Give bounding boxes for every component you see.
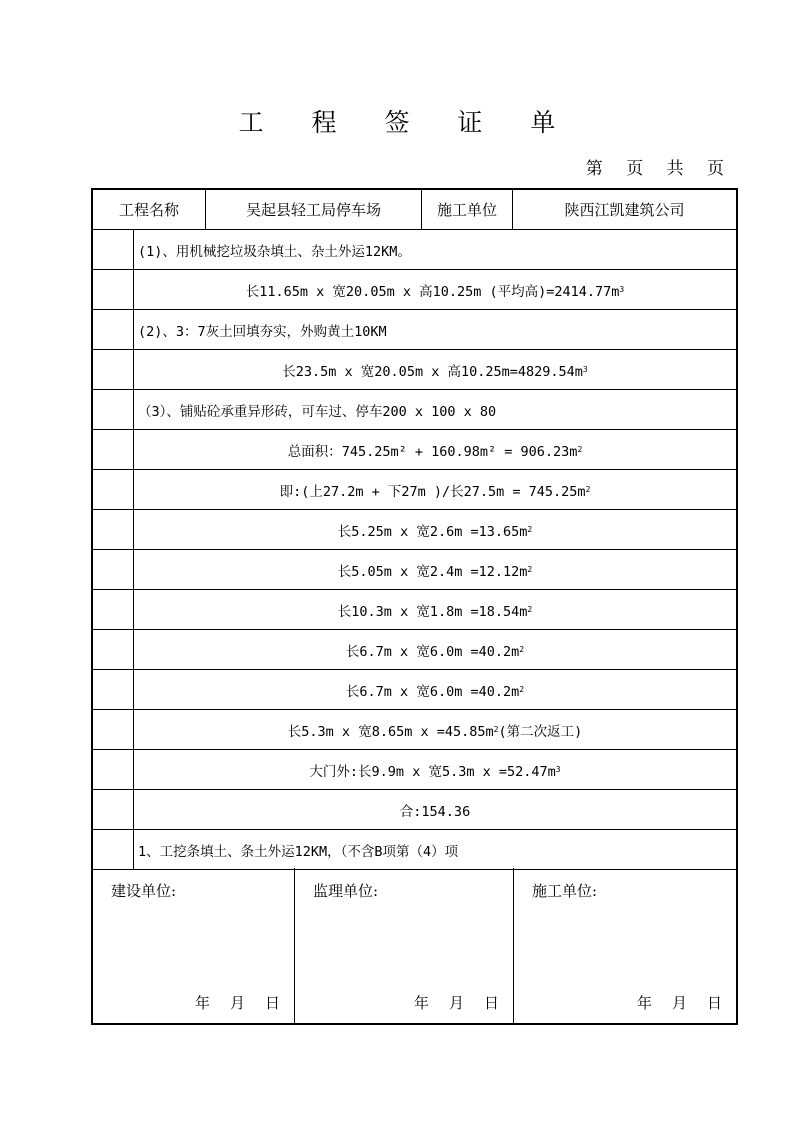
row-index-cell <box>93 670 133 709</box>
row-index-cell <box>93 590 133 629</box>
detail-row <box>93 310 736 350</box>
row-content: 长6.7m x 宽6.0m =40.2m 2 <box>133 630 736 669</box>
page-counter <box>568 154 724 179</box>
row-text: (1)、用机械挖垃圾杂填土、杂土外运12KM。 <box>138 243 411 260</box>
project-name-label: 工程名称 <box>118 201 179 219</box>
row-text: （3）、铺贴砼承重异形砖，可车过、停车200 x 100 x 80 <box>138 403 497 420</box>
document-title: 工 程 签 证 单 <box>238 108 576 137</box>
row-index-cell <box>93 230 133 269</box>
detail-row <box>93 430 736 470</box>
row-text: 长10.3m x 宽1.8m =18.54m <box>337 603 528 620</box>
row-index-cell <box>93 270 133 309</box>
detail-row <box>93 590 736 630</box>
project-name-value: 吴起县轻工局停车场 <box>205 190 421 229</box>
row-content: 长5.05m x 宽2.4m =12.12m 2 <box>133 550 736 589</box>
detail-row <box>93 510 736 550</box>
row-content <box>133 230 736 269</box>
detail-row <box>93 350 736 390</box>
row-index-cell <box>93 470 133 509</box>
signature-date: 年 月 日 <box>194 994 280 1012</box>
row-content: 长23.5m x 宽20.05m x 高10.25m=4829.54m 3 <box>133 350 736 389</box>
row-text: 长5.25m x 宽2.6m =13.65m <box>337 523 528 540</box>
row-text: 即:(上27.2m + 下27m )/长27.5m = 745.25m <box>279 483 586 500</box>
row-content: 长5.25m x 宽2.6m =13.65m 2 <box>133 510 736 549</box>
row-text: 长5.05m x 宽2.4m =12.12m <box>337 563 528 580</box>
row-index-cell <box>93 830 133 869</box>
row-index-cell <box>93 310 133 349</box>
detail-row <box>93 470 736 510</box>
row-text: 1、工挖条填土、条土外运12KM，（不含B项第（4）项 <box>138 843 459 860</box>
row-index-cell <box>93 430 133 469</box>
row-index-cell <box>93 630 133 669</box>
row-text: 长6.7m x 宽6.0m =40.2m <box>345 643 520 660</box>
signature-label: 监理单位: <box>313 882 379 900</box>
row-text: 合:154.36 <box>399 803 471 820</box>
contractor-value: 陕西江凯建筑公司 <box>512 190 736 229</box>
signature-box-supervisor <box>294 868 513 1025</box>
detail-row <box>93 230 736 270</box>
row-index-cell <box>93 350 133 389</box>
detail-row <box>93 790 736 830</box>
row-text: 长6.7m x 宽6.0m =40.2m <box>345 683 520 700</box>
detail-row <box>93 670 736 710</box>
row-suffix: (第二次返工) <box>498 723 583 740</box>
signature-box-contractor <box>513 868 736 1025</box>
row-content: 大门外:长9.9m x 宽5.3m x =52.47m 3 <box>133 750 736 789</box>
row-text: (2)、3：7灰土回填夯实，外购黄土10KM <box>138 323 387 340</box>
detail-row <box>93 710 736 750</box>
row-content: 长5.3m x 宽8.65m x =45.85m 2 (第二次返工) <box>133 710 736 749</box>
row-content <box>133 390 736 429</box>
row-content: 长10.3m x 宽1.8m =18.54m 2 <box>133 590 736 629</box>
signature-date: 年 月 日 <box>636 994 722 1012</box>
row-text: 长23.5m x 宽20.05m x 高10.25m=4829.54m <box>282 363 583 380</box>
row-index-cell <box>93 710 133 749</box>
row-index-cell <box>93 390 133 429</box>
detail-row <box>93 830 736 870</box>
visa-form-table <box>91 188 738 1025</box>
page-ye-total: 页 <box>707 159 724 179</box>
row-content <box>133 830 736 869</box>
detail-row <box>93 630 736 670</box>
row-content <box>133 790 736 829</box>
detail-row <box>93 750 736 790</box>
header-row <box>93 190 736 230</box>
contractor-label: 施工单位 <box>421 190 512 229</box>
page-ye: 页 <box>626 159 644 179</box>
row-text: 长5.3m x 宽8.65m x =45.85m <box>287 723 494 740</box>
row-content: 总面积：745.25m² + 160.98m² = 906.23m 2 <box>133 430 736 469</box>
row-content <box>133 310 736 349</box>
row-text: 大门外:长9.9m x 宽5.3m x =52.47m <box>309 763 556 780</box>
signature-label: 建设单位: <box>111 882 177 900</box>
row-index-cell <box>93 510 133 549</box>
detail-row <box>93 390 736 430</box>
page-gong: 共 <box>666 159 684 179</box>
signature-label: 施工单位: <box>532 882 598 900</box>
detail-row <box>93 550 736 590</box>
page-di: 第 <box>585 159 603 179</box>
signature-box-owner <box>93 868 294 1025</box>
row-text: 长11.65m x 宽20.05m x 高10.25m (平均高)=2414.77m <box>245 283 620 300</box>
row-index-cell <box>93 750 133 789</box>
row-index-cell <box>93 550 133 589</box>
row-text: 总面积：745.25m² + 160.98m² = 906.23m <box>287 443 578 460</box>
row-index-cell <box>93 790 133 829</box>
detail-row <box>93 270 736 310</box>
row-content: 即:(上27.2m + 下27m )/长27.5m = 745.25m 2 <box>133 470 736 509</box>
row-content: 长6.7m x 宽6.0m =40.2m 2 <box>133 670 736 709</box>
row-content: 长11.65m x 宽20.05m x 高10.25m (平均高)=2414.77m 3 <box>133 270 736 309</box>
signature-date: 年 月 日 <box>413 994 499 1012</box>
